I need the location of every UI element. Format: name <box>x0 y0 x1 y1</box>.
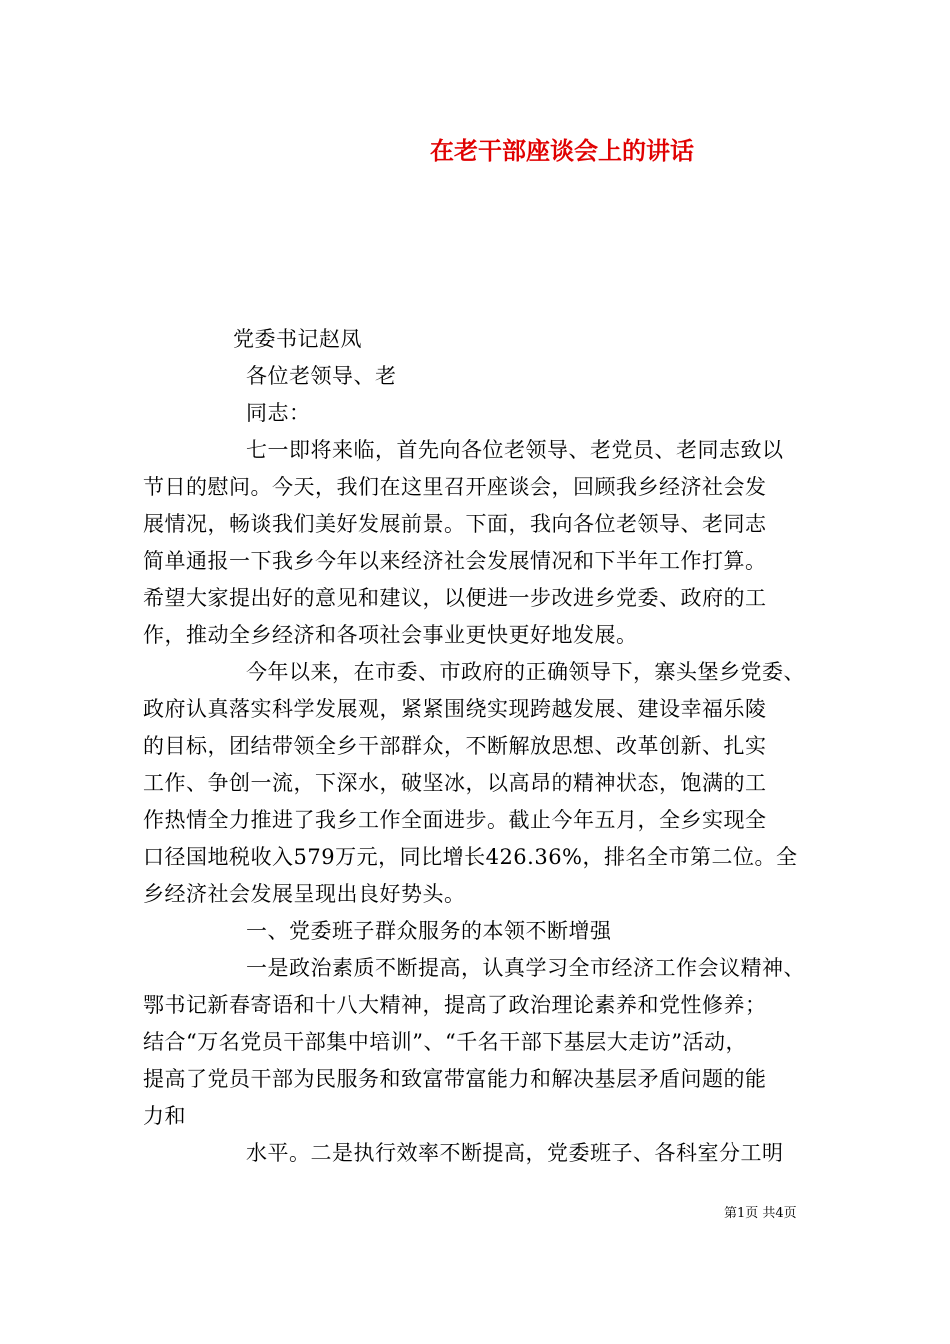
body-line: 希望大家提出好的意见和建议，以便进一步改进乡党委、政府的工 <box>143 586 767 610</box>
body-line: 展情况，畅谈我们美好发展前景。下面，我向各位老领导、老同志 <box>143 512 767 536</box>
body-line: 乡经济社会发展呈现出良好势头。 <box>143 882 466 906</box>
document-title: 在老干部座谈会上的讲话 <box>430 136 694 165</box>
body-line: 政府认真落实科学发展观，紧紧围绕实现跨越发展、建设幸福乐陵 <box>143 697 767 721</box>
body-line: 提高了党员干部为民服务和致富带富能力和解决基层矛盾问题的能 <box>143 1067 767 1091</box>
body-line: 作，推动全乡经济和各项社会事业更快更好地发展。 <box>143 623 638 647</box>
body-line: 简单通报一下我乡今年以来经济社会发展情况和下半年工作打算。 <box>143 549 767 573</box>
body-line: 水平。二是执行效率不断提高，党委班子、各科室分工明 <box>246 1141 784 1165</box>
salutation-line-2: 同志： <box>246 401 311 425</box>
body-line: 节日的慰问。今天，我们在这里召开座谈会，回顾我乡经济社会发 <box>143 475 767 499</box>
body-line: 作热情全力推进了我乡工作全面进步。截止今年五月，全乡实现全 <box>143 808 767 832</box>
body-line: 的目标，团结带领全乡干部群众，不断解放思想、改革创新、扎实 <box>143 734 767 758</box>
section-heading: 一、党委班子群众服务的本领不断增强 <box>246 919 612 943</box>
salutation-line-1: 各位老领导、老 <box>246 364 397 388</box>
body-line: 鄂书记新春寄语和十八大精神，提高了政治理论素养和党性修养； <box>143 993 767 1017</box>
body-line: 工作、争创一流，下深水，破坚冰，以高昂的精神状态，饱满的工 <box>143 771 767 795</box>
body-line: 力和 <box>143 1104 186 1128</box>
body-line: 一是政治素质不断提高，认真学习全市经济工作会议精神、 <box>246 956 805 980</box>
body-line: 结合“万名党员干部集中培训”、“千名干部下基层大走访”活动， <box>143 1030 747 1054</box>
body-line: 今年以来，在市委、市政府的正确领导下，寨头堡乡党委、 <box>246 660 805 684</box>
author-line: 党委书记赵凤 <box>233 327 362 351</box>
page-number-footer: 第1页 共4页 <box>724 1206 797 1221</box>
body-line: 口径国地税收入579万元，同比增长426.36%，排名全市第二位。全 <box>143 845 798 869</box>
body-line: 七一即将来临，首先向各位老领导、老党员、老同志致以 <box>246 438 784 462</box>
